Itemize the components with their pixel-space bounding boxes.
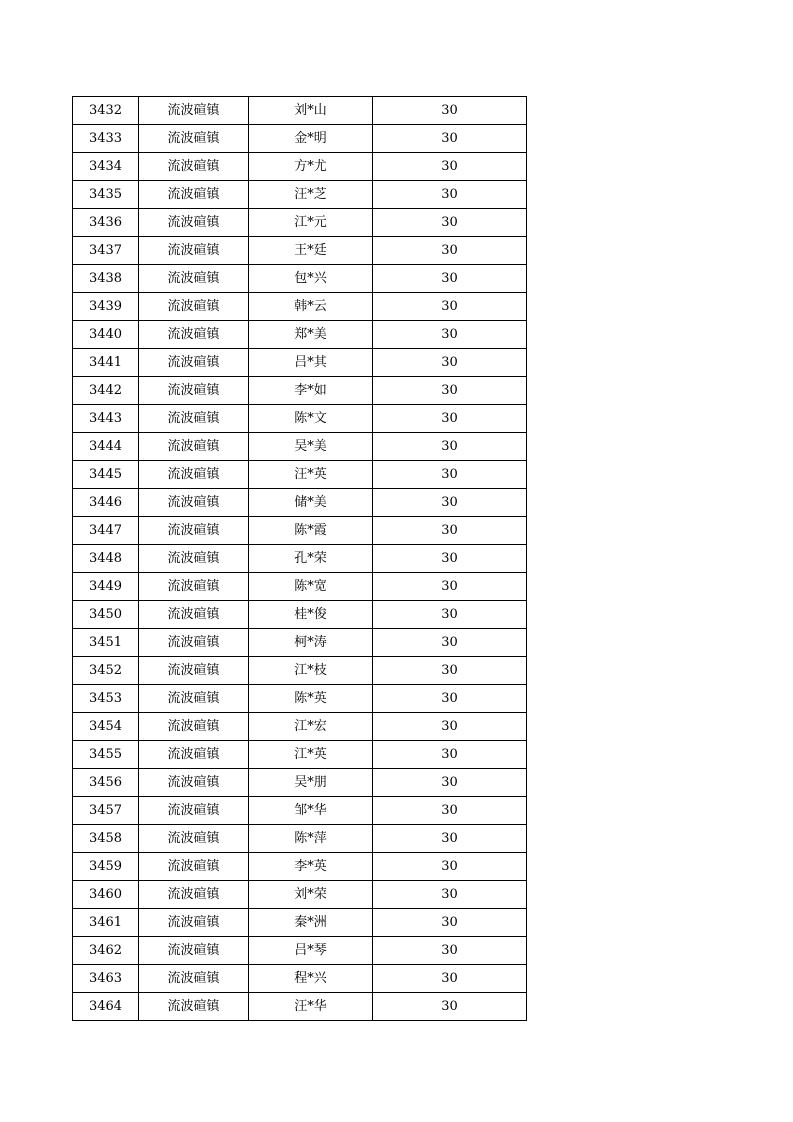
town-cell: 流波碹镇: [139, 741, 249, 769]
table-row: [73, 461, 527, 489]
amount-cell: 30: [373, 993, 527, 1021]
table-row: [73, 937, 527, 965]
name-cell: 吕*琴: [249, 937, 373, 965]
name-cell: 刘*山: [249, 97, 373, 125]
table-row: [73, 797, 527, 825]
name-cell: 陈*英: [249, 685, 373, 713]
town-cell: 流波碹镇: [139, 405, 249, 433]
table-row: [73, 993, 527, 1021]
row-number-cell: 3447: [73, 517, 139, 545]
row-number-cell: 3444: [73, 433, 139, 461]
amount-cell: 30: [373, 97, 527, 125]
town-cell: 流波碹镇: [139, 209, 249, 237]
table-row: [73, 181, 527, 209]
row-number-cell: 3457: [73, 797, 139, 825]
name-cell: 汪*芝: [249, 181, 373, 209]
amount-cell: 30: [373, 965, 527, 993]
name-cell: 江*元: [249, 209, 373, 237]
name-cell: 陈*文: [249, 405, 373, 433]
table-row: [73, 629, 527, 657]
row-number-cell: 3441: [73, 349, 139, 377]
name-cell: 柯*涛: [249, 629, 373, 657]
amount-cell: 30: [373, 377, 527, 405]
row-number-cell: 3459: [73, 853, 139, 881]
row-number-cell: 3456: [73, 769, 139, 797]
amount-cell: 30: [373, 153, 527, 181]
name-cell: 储*美: [249, 489, 373, 517]
name-cell: 李*如: [249, 377, 373, 405]
town-cell: 流波碹镇: [139, 629, 249, 657]
amount-cell: 30: [373, 741, 527, 769]
row-number-cell: 3461: [73, 909, 139, 937]
amount-cell: 30: [373, 461, 527, 489]
table-row: [73, 377, 527, 405]
row-number-cell: 3438: [73, 265, 139, 293]
town-cell: 流波碹镇: [139, 993, 249, 1021]
table-row: [73, 545, 527, 573]
town-cell: 流波碹镇: [139, 321, 249, 349]
row-number-cell: 3464: [73, 993, 139, 1021]
row-number-cell: 3435: [73, 181, 139, 209]
table-row: [73, 825, 527, 853]
table-row: [73, 293, 527, 321]
amount-cell: 30: [373, 937, 527, 965]
name-cell: 韩*云: [249, 293, 373, 321]
amount-cell: 30: [373, 349, 527, 377]
table-row: [73, 881, 527, 909]
town-cell: 流波碹镇: [139, 881, 249, 909]
name-cell: 吕*其: [249, 349, 373, 377]
amount-cell: 30: [373, 405, 527, 433]
amount-cell: 30: [373, 517, 527, 545]
name-cell: 江*英: [249, 741, 373, 769]
town-cell: 流波碹镇: [139, 153, 249, 181]
table-row: [73, 769, 527, 797]
table-row: [73, 853, 527, 881]
town-cell: 流波碹镇: [139, 573, 249, 601]
amount-cell: 30: [373, 125, 527, 153]
amount-cell: 30: [373, 825, 527, 853]
table-row: [73, 909, 527, 937]
amount-cell: 30: [373, 237, 527, 265]
name-cell: 吴*朋: [249, 769, 373, 797]
town-cell: 流波碹镇: [139, 937, 249, 965]
name-cell: 金*明: [249, 125, 373, 153]
amount-cell: 30: [373, 629, 527, 657]
town-cell: 流波碹镇: [139, 377, 249, 405]
amount-cell: 30: [373, 881, 527, 909]
name-cell: 方*尤: [249, 153, 373, 181]
amount-cell: 30: [373, 265, 527, 293]
row-number-cell: 3462: [73, 937, 139, 965]
name-cell: 邹*华: [249, 797, 373, 825]
row-number-cell: 3439: [73, 293, 139, 321]
town-cell: 流波碹镇: [139, 125, 249, 153]
table-row: [73, 713, 527, 741]
amount-cell: 30: [373, 293, 527, 321]
table-row: [73, 125, 527, 153]
roster-sheet: [72, 96, 527, 1021]
town-cell: 流波碹镇: [139, 769, 249, 797]
name-cell: 王*廷: [249, 237, 373, 265]
row-number-cell: 3437: [73, 237, 139, 265]
amount-cell: 30: [373, 489, 527, 517]
town-cell: 流波碹镇: [139, 853, 249, 881]
row-number-cell: 3433: [73, 125, 139, 153]
row-number-cell: 3432: [73, 97, 139, 125]
table-row: [73, 405, 527, 433]
town-cell: 流波碹镇: [139, 517, 249, 545]
name-cell: 陈*萍: [249, 825, 373, 853]
row-number-cell: 3442: [73, 377, 139, 405]
town-cell: 流波碹镇: [139, 433, 249, 461]
name-cell: 秦*洲: [249, 909, 373, 937]
amount-cell: 30: [373, 433, 527, 461]
name-cell: 吴*美: [249, 433, 373, 461]
town-cell: 流波碹镇: [139, 825, 249, 853]
table-row: [73, 321, 527, 349]
table-row: [73, 573, 527, 601]
table-row: [73, 433, 527, 461]
amount-cell: 30: [373, 685, 527, 713]
name-cell: 郑*美: [249, 321, 373, 349]
town-cell: 流波碹镇: [139, 685, 249, 713]
name-cell: 桂*俊: [249, 601, 373, 629]
name-cell: 陈*宽: [249, 573, 373, 601]
town-cell: 流波碹镇: [139, 489, 249, 517]
name-cell: 程*兴: [249, 965, 373, 993]
town-cell: 流波碹镇: [139, 349, 249, 377]
table-row: [73, 237, 527, 265]
table-row: [73, 965, 527, 993]
town-cell: 流波碹镇: [139, 237, 249, 265]
row-number-cell: 3448: [73, 545, 139, 573]
row-number-cell: 3460: [73, 881, 139, 909]
table-row: [73, 349, 527, 377]
row-number-cell: 3443: [73, 405, 139, 433]
table-row: [73, 265, 527, 293]
row-number-cell: 3445: [73, 461, 139, 489]
name-cell: 孔*荣: [249, 545, 373, 573]
row-number-cell: 3436: [73, 209, 139, 237]
name-cell: 包*兴: [249, 265, 373, 293]
amount-cell: 30: [373, 321, 527, 349]
town-cell: 流波碹镇: [139, 797, 249, 825]
town-cell: 流波碹镇: [139, 909, 249, 937]
amount-cell: 30: [373, 181, 527, 209]
row-number-cell: 3434: [73, 153, 139, 181]
town-cell: 流波碹镇: [139, 461, 249, 489]
row-number-cell: 3446: [73, 489, 139, 517]
roster-table: [72, 96, 527, 1021]
amount-cell: 30: [373, 601, 527, 629]
town-cell: 流波碹镇: [139, 265, 249, 293]
table-row: [73, 741, 527, 769]
row-number-cell: 3453: [73, 685, 139, 713]
table-row: [73, 489, 527, 517]
amount-cell: 30: [373, 545, 527, 573]
table-row: [73, 209, 527, 237]
table-row: [73, 97, 527, 125]
amount-cell: 30: [373, 209, 527, 237]
town-cell: 流波碹镇: [139, 657, 249, 685]
amount-cell: 30: [373, 853, 527, 881]
town-cell: 流波碹镇: [139, 713, 249, 741]
name-cell: 汪*英: [249, 461, 373, 489]
table-row: [73, 657, 527, 685]
town-cell: 流波碹镇: [139, 545, 249, 573]
row-number-cell: 3451: [73, 629, 139, 657]
name-cell: 江*枝: [249, 657, 373, 685]
town-cell: 流波碹镇: [139, 965, 249, 993]
row-number-cell: 3458: [73, 825, 139, 853]
row-number-cell: 3452: [73, 657, 139, 685]
row-number-cell: 3440: [73, 321, 139, 349]
town-cell: 流波碹镇: [139, 181, 249, 209]
table-row: [73, 601, 527, 629]
row-number-cell: 3450: [73, 601, 139, 629]
amount-cell: 30: [373, 769, 527, 797]
amount-cell: 30: [373, 797, 527, 825]
table-row: [73, 685, 527, 713]
row-number-cell: 3449: [73, 573, 139, 601]
name-cell: 江*宏: [249, 713, 373, 741]
amount-cell: 30: [373, 573, 527, 601]
name-cell: 李*英: [249, 853, 373, 881]
town-cell: 流波碹镇: [139, 97, 249, 125]
name-cell: 汪*华: [249, 993, 373, 1021]
name-cell: 刘*荣: [249, 881, 373, 909]
row-number-cell: 3454: [73, 713, 139, 741]
town-cell: 流波碹镇: [139, 293, 249, 321]
roster-table-body: [73, 97, 527, 1021]
amount-cell: 30: [373, 713, 527, 741]
table-row: [73, 153, 527, 181]
table-row: [73, 517, 527, 545]
row-number-cell: 3455: [73, 741, 139, 769]
name-cell: 陈*霞: [249, 517, 373, 545]
town-cell: 流波碹镇: [139, 601, 249, 629]
row-number-cell: 3463: [73, 965, 139, 993]
amount-cell: 30: [373, 657, 527, 685]
amount-cell: 30: [373, 909, 527, 937]
